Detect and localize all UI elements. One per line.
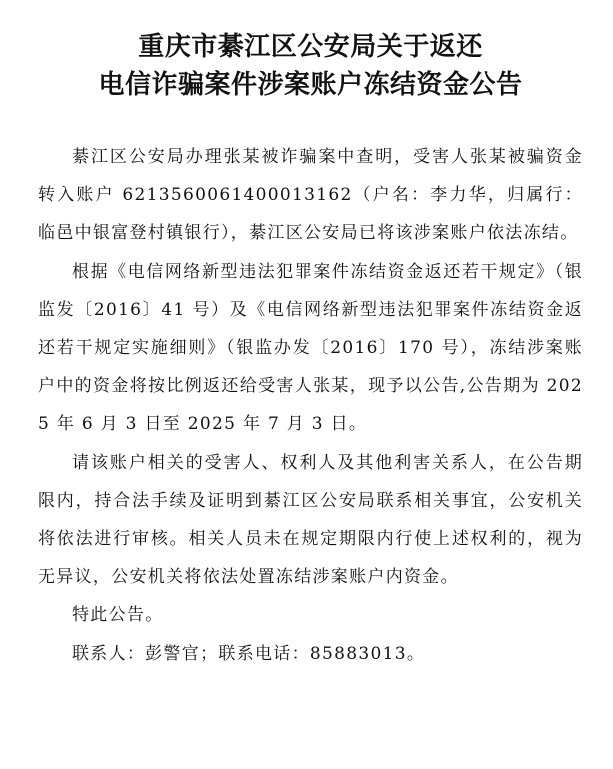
- paragraph-case-account: 綦江区公安局办理张某被诈骗案中查明，受害人张某被骗资金转入账户 6213560061400013162（户名：李力华，归属行：临邑中银富登村镇银行），綦江区公安局已将该涉案账户依法冻结。: [38, 147, 583, 244]
- paragraph-closing: 特此公告。: [72, 605, 164, 626]
- paragraph-legal-basis: 根据《电信网络新型违法犯罪案件冻结资金返还若干规定》（银监发〔2016〕41 号）及《电信网络新型违法犯罪案件冻结资金返还若干规定实施细则》（银监办发〔2016〕170 号），冻结涉案账户中的资金将按比例返还给受害人张某，现予以公告,公告期为 2025 年 6 月 3 日至 2025 年 7 月 3 日。: [38, 261, 583, 435]
- notice-title-line-1: 重庆市綦江区公安局关于返还: [138, 32, 483, 62]
- notice-title: [38, 28, 583, 104]
- paragraph-contact: 联系人：彭警官；联系电话：85883013。: [72, 643, 426, 664]
- paragraph-claim-instructions: 请该账户相关的受害人、权利人及其他利害关系人，在公告期限内，持合法手续及证明到綦江区公安局联系相关事宜，公安机关将依法进行审核。相关人员未在规定期限内行使上述权利的，视为无异议，公安机关将依法处置冻结涉案账户内资金。: [38, 452, 583, 588]
- notice-title-line-2: 电信诈骗案件涉案账户冻结资金公告: [98, 70, 523, 100]
